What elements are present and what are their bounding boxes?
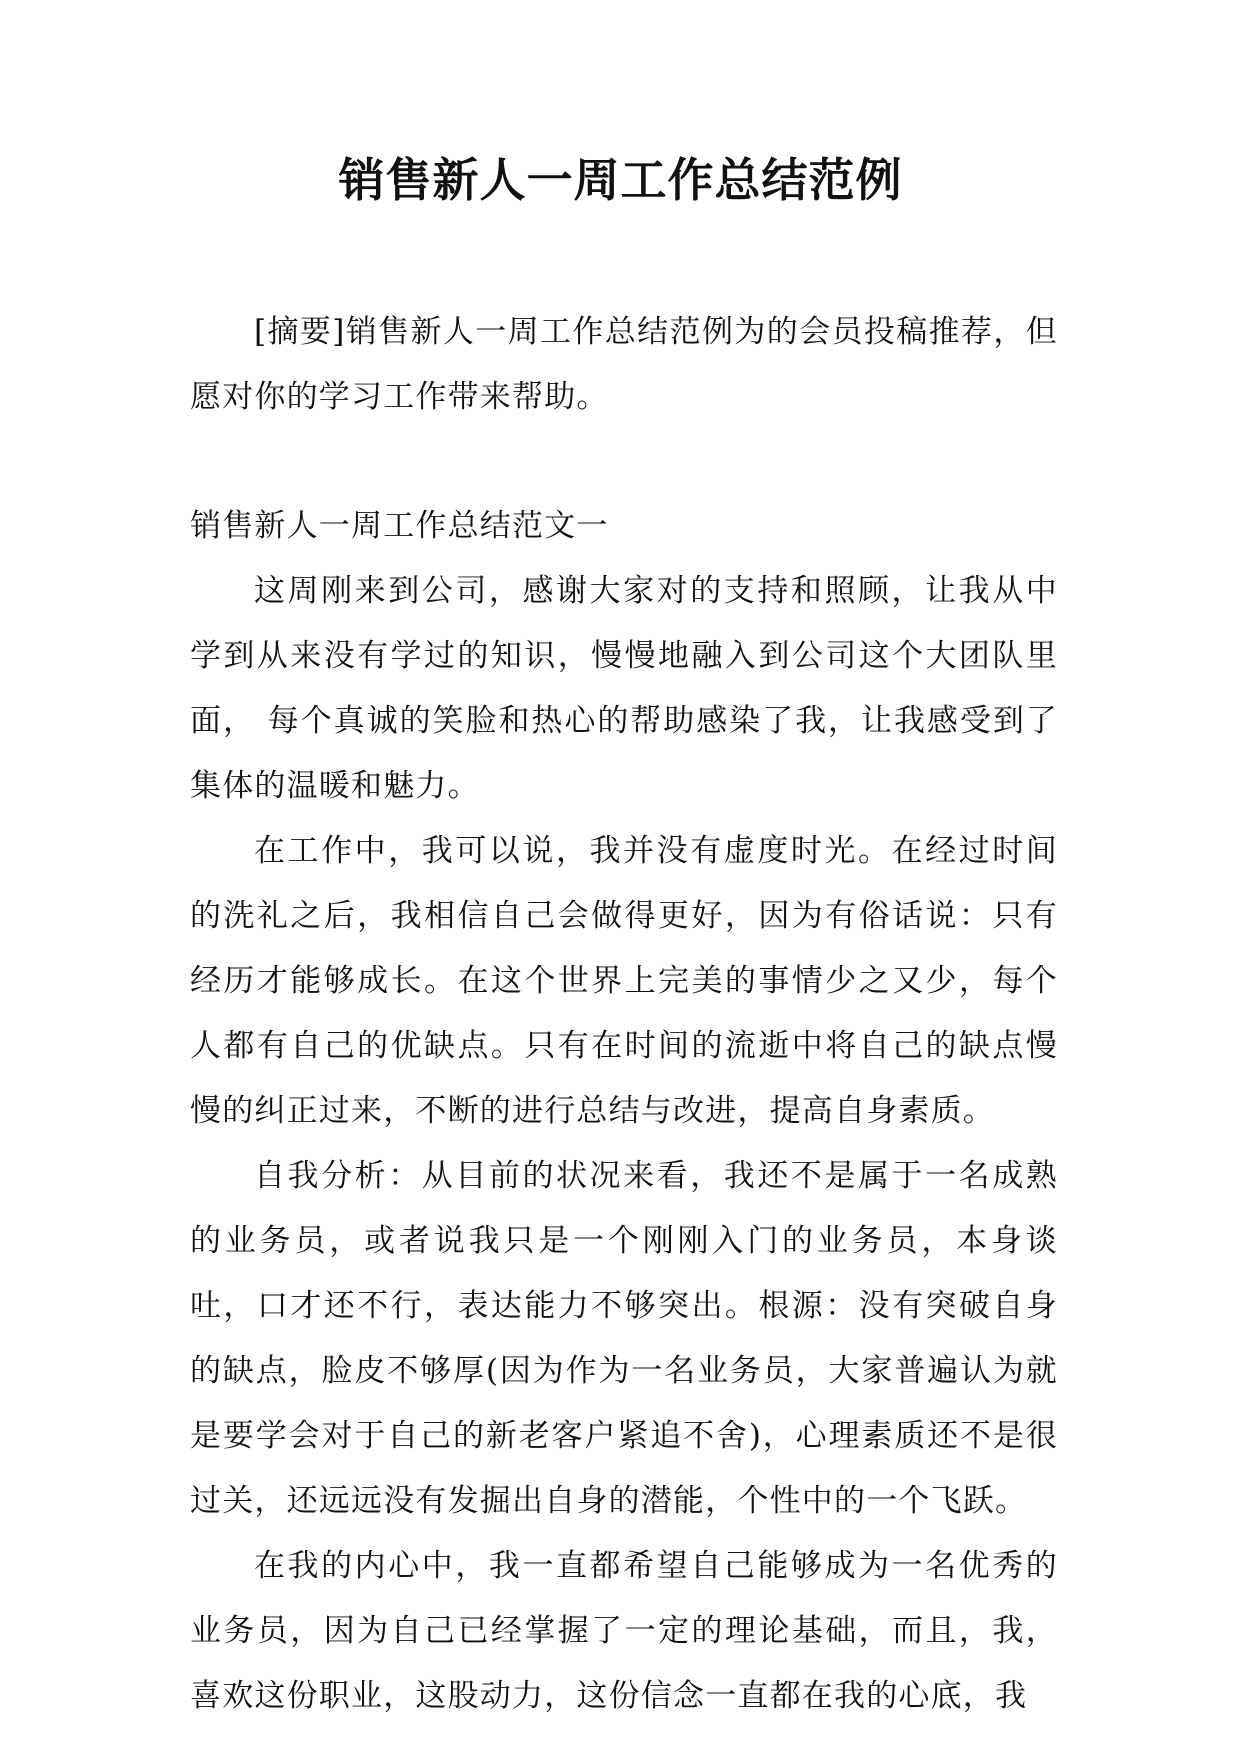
body-paragraph-2: 在工作中，我可以说，我并没有虚度时光。在经过时间的洗礼之后，我相信自己会做得更好，因为有俗话说：只有经历才能够成长。在这个世界上完美的事情少之又少，每个人都有自己的优缺点。只有在时间的流逝中将自己的缺点慢慢的纠正过来，不断的进行总结与改进，提高自身素质。 [190,833,1058,1129]
document-title: 销售新人一周工作总结范例 [338,153,903,207]
body-paragraph-4: 在我的内心中，我一直都希望自己能够成为一名优秀的业务员，因为自己已经掌握了一定的理论基础，而且，我，喜欢这份职业，这股动力，这份信念一直都在我的心底，我 [190,1548,1058,1714]
body-paragraph-3: 自我分析：从目前的状况来看，我还不是属于一名成熟的业务员，或者说我只是一个刚刚入门的业务员，本身谈吐，口才还不行，表达能力不够突出。根源：没有突破自身的缺点，脸皮不够厚(因为作为一名业务员，大家普遍认为就是要学会对于自己的新老客户紧追不舍)，心理素质还不是很过关，还远远没有发掘出自身的潜能，个性中的一个飞跃。 [190,1158,1058,1519]
summary-paragraph: [摘要]销售新人一周工作总结范例为的会员投稿推荐，但愿对你的学习工作带来帮助。 [190,314,1058,415]
document-body [190,300,1058,1729]
body-paragraph-1: 这周刚来到公司，感谢大家对的支持和照顾，让我从中学到从来没有学过的知识，慢慢地融入到公司这个大团队里面， 每个真诚的笑脸和热心的帮助感染了我，让我感受到了集体的温暖和魅力。 [190,573,1058,804]
section-title: 销售新人一周工作总结范文一 [190,508,609,544]
